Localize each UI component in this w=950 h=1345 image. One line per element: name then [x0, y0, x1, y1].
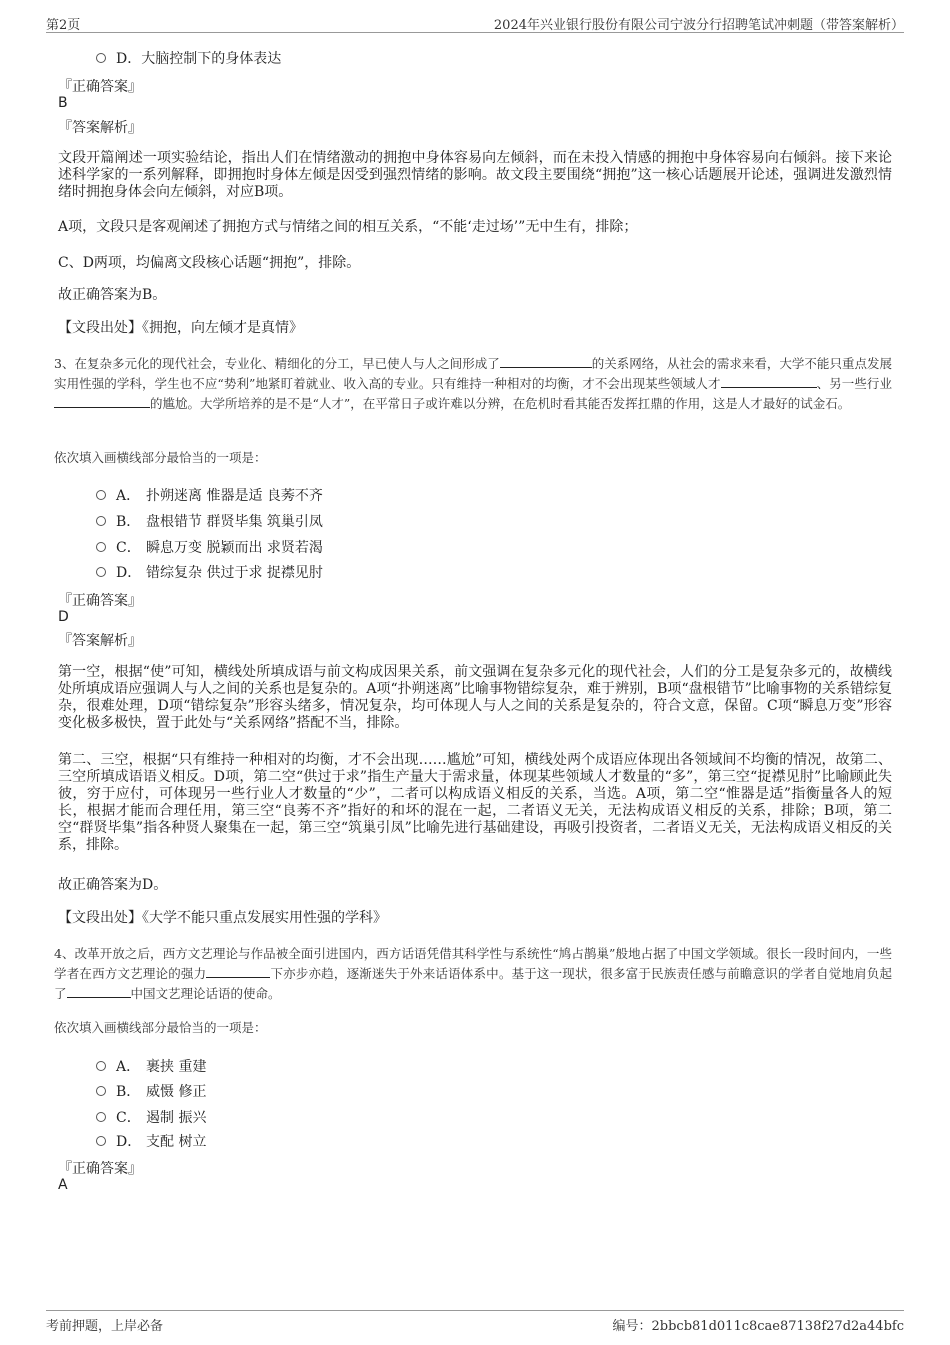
q2-source: 【文段出处】《拥抱，向左倾才是真情》	[58, 320, 303, 336]
q4-answer-label: 『正确答案』	[58, 1161, 142, 1177]
q4-option-d[interactable]: D． 支配 树立	[96, 1131, 206, 1151]
q3-answer-label: 『正确答案』	[58, 593, 142, 609]
q4-option-b[interactable]: B． 威慑 修正	[96, 1081, 206, 1101]
blank-line	[206, 965, 270, 978]
q4-option-a[interactable]: A． 裹挟 重建	[96, 1056, 206, 1076]
q3-option-b[interactable]: B． 盘根错节 群贤毕集 筑巢引凤	[96, 511, 323, 531]
q2-analysis-p1: 文段开篇阐述一项实验结论，指出人们在情绪激动的拥抱中身体容易向左倾斜，而在未投入情感的拥抱中身体容易向右倾斜。接下来论述科学家的一系列解释，即拥抱时身体左倾是因受到强烈情绪的影响。故文段主要围绕“拥抱”这一核心话题展开论述，强调进发激烈情绪时拥抱身体会向左倾斜，对应B项。	[58, 150, 892, 200]
blank-line	[67, 985, 131, 998]
q3-option-c[interactable]: C． 瞬息万变 脱颖而出 求贤若渴	[96, 537, 323, 557]
q4-answer: A	[58, 1177, 68, 1193]
radio-icon[interactable]	[96, 490, 106, 500]
q2-analysis-p3: C、D两项，均偏离文段核心话题“拥抱”，排除。	[58, 255, 361, 271]
footer-slogan: 考前押题，上岸必备	[46, 1319, 164, 1334]
radio-icon[interactable]	[96, 1086, 106, 1096]
radio-icon[interactable]	[96, 1136, 106, 1146]
radio-icon[interactable]	[96, 1112, 106, 1122]
q2-answer-label: 『正确答案』	[58, 79, 142, 95]
q3-answer: D	[58, 609, 69, 625]
q3-option-a[interactable]: A． 扑朔迷离 惟器是适 良莠不齐	[96, 485, 323, 505]
q3-source: 【文段出处】《大学不能只重点发展实用性强的学科》	[58, 910, 387, 926]
radio-icon[interactable]	[96, 567, 106, 577]
radio-icon[interactable]	[96, 53, 106, 63]
q2-option-d[interactable]: D．大脑控制下的身体表达	[96, 48, 281, 68]
q3-option-d[interactable]: D． 错综复杂 供过于求 捉襟见肘	[96, 562, 323, 582]
q3-analysis-label: 『答案解析』	[58, 633, 142, 649]
q2-answer: B	[58, 95, 68, 111]
blank-line	[721, 375, 817, 388]
q4-prompt: 依次填入画横线部分最恰当的一项是：	[54, 1020, 267, 1035]
q3-analysis-p1: 第一空，根据“使”可知，横线处所填成语与前文构成因果关系，前文强调在复杂多元化的现代社会，人们的分工是复杂多元的，故横线处所填成语应强调人与人之间的关系也是复杂的。A项“扑朔迷离”比喻事物错综复杂，难于辨别，B项“盘根错节”比喻事物的关系错综复杂，很难处理，D项“错综复杂”形容头绪多，情况复杂，均可体现人与人之间的关系是复杂的，符合文意，保留。C项“瞬息万变”形容变化极多极快，置于此处与“关系网络”搭配不当，排除。	[58, 664, 892, 731]
q3-stem: 3、在复杂多元化的现代社会，专业化、精细化的分工，早已使人与人之间形成了 的关系网络，从社会的需求来看，大学不能只重点发展实用性强的学科，学生也不应“势利”地紧盯着就业、收入高的专业。只有维持一种相对的均衡，才不会出现某些领域人才 、另一些行业的尴尬。大学所培养的是不是“人才”，在平常日子或许难以分辨，在危机时看其能否发挥扛鼎的作用，这是人才最好的试金石。	[54, 356, 892, 411]
q4-option-c[interactable]: C． 遏制 振兴	[96, 1107, 206, 1127]
radio-icon[interactable]	[96, 1061, 106, 1071]
document-title: 2024年兴业银行股份有限公司宁波分行招聘笔试冲刺题（带答案解析）	[493, 18, 904, 33]
page-header	[46, 12, 904, 33]
radio-icon[interactable]	[96, 542, 106, 552]
document-id: 编号：2bbcb81d011c8cae87138f27d2a44bfc	[612, 1319, 904, 1334]
page-number: 第2页	[46, 18, 81, 33]
q2-analysis-p4: 故正确答案为B。	[58, 287, 167, 303]
q2-analysis-p2: A项，文段只是客观阐述了拥抱方式与情绪之间的相互关系，“不能‘走过场’”无中生有，排除；	[58, 219, 638, 235]
blank-line	[500, 355, 592, 368]
page-footer	[46, 1310, 904, 1335]
blank-line	[54, 395, 150, 408]
q3-analysis-p3: 故正确答案为D。	[58, 877, 168, 893]
radio-icon[interactable]	[96, 516, 106, 526]
q4-stem: 4、改革开放之后，西方文艺理论与作品被全面引进国内，西方话语凭借其科学性与系统性“鸠占鹊巢”般地占据了中国文学领域。很长一段时间内，一些学者在西方文艺理论的强力 下亦步亦趋，逐渐迷失于外来话语体系中。基于这一现状，很多富于民族责任感与前瞻意识的学者自觉地肩负起了 中国文艺理论话语的使命。	[54, 946, 892, 1001]
q3-analysis-p2: 第二、三空，根据“只有维持一种相对的均衡，才不会出现……尴尬”可知，横线处两个成语应体现出各领域间不均衡的情况，故第二、三空所填成语语义相反。D项，第二空“供过于求”指生产量大于需求量，体现某些领域人才数量的“多”，第三空“捉襟见肘”比喻顾此失彼，穷于应付，可体现另一些行业人才数量的“少”，二者可以构成语义相反的关系，当选。A项，第二空“惟器是适”指衡量各人的短长，根据才能而合理任用，第三空“良莠不齐”指好的和坏的混在一起，二者语义无关，无法构成语义相反的关系，排除；B项，第二空“群贤毕集”指各种贤人聚集在一起，第三空“筑巢引凤”比喻先进行基础建设，再吸引投资者，二者语义无关，无法构成语义相反的关系，排除。	[58, 752, 892, 853]
q2-analysis-label: 『答案解析』	[58, 120, 142, 136]
q3-prompt: 依次填入画横线部分最恰当的一项是：	[54, 450, 267, 465]
